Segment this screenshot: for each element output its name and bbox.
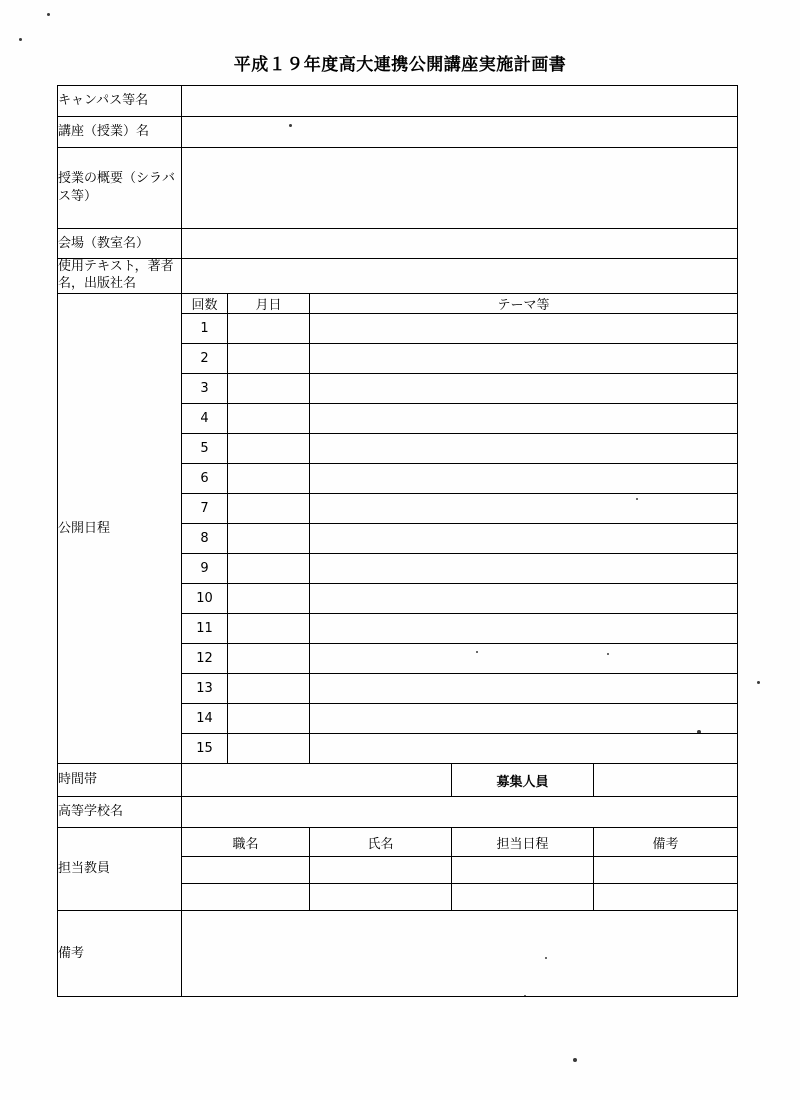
session-theme-input[interactable] xyxy=(310,554,738,584)
session-theme-input[interactable] xyxy=(310,644,738,674)
notes-label: 備考 xyxy=(58,911,182,997)
capacity-input[interactable] xyxy=(594,764,738,797)
table-row-highschool xyxy=(58,797,738,828)
session-date-input[interactable] xyxy=(228,584,310,614)
scan-speck xyxy=(757,681,760,684)
time-label: 時間帯 xyxy=(58,764,182,797)
session-number: 1 xyxy=(182,314,228,344)
teacher-position-input[interactable] xyxy=(182,857,310,884)
campus-input[interactable] xyxy=(182,86,738,117)
session-date-input[interactable] xyxy=(228,734,310,764)
scan-speck xyxy=(47,13,50,16)
session-number: 13 xyxy=(182,674,228,704)
session-number: 9 xyxy=(182,554,228,584)
venue-input[interactable] xyxy=(182,229,738,259)
session-theme-input[interactable] xyxy=(310,704,738,734)
session-number: 10 xyxy=(182,584,228,614)
notes-input[interactable] xyxy=(182,911,738,997)
teacher-col-notes: 備考 xyxy=(594,828,738,857)
session-date-input[interactable] xyxy=(228,434,310,464)
session-number: 8 xyxy=(182,524,228,554)
teacher-label: 担当教員 xyxy=(58,828,182,911)
schedule-col-session: 回数 xyxy=(182,294,228,314)
teacher-dates-input[interactable] xyxy=(452,857,594,884)
table-row-time xyxy=(58,764,738,797)
session-number: 5 xyxy=(182,434,228,464)
course-label: 講座（授業）名 xyxy=(58,117,182,148)
session-theme-input[interactable] xyxy=(310,314,738,344)
session-date-input[interactable] xyxy=(228,674,310,704)
teacher-dates-input[interactable] xyxy=(452,884,594,911)
venue-label: 会場（教室名） xyxy=(58,229,182,259)
course-input[interactable] xyxy=(182,117,738,148)
session-number: 2 xyxy=(182,344,228,374)
textbook-label: 使用テキスト，著者名，出版社名 xyxy=(58,259,182,294)
session-number: 6 xyxy=(182,464,228,494)
teacher-name-input[interactable] xyxy=(310,884,452,911)
capacity-label: 募集人員 xyxy=(452,764,594,797)
session-date-input[interactable] xyxy=(228,374,310,404)
session-date-input[interactable] xyxy=(228,344,310,374)
syllabus-label: 授業の概要（シラバス等） xyxy=(58,148,182,229)
session-theme-input[interactable] xyxy=(310,614,738,644)
table-row-notes xyxy=(58,911,738,997)
schedule-label: 公開日程 xyxy=(58,294,182,764)
session-number: 4 xyxy=(182,404,228,434)
scan-speck xyxy=(19,38,22,41)
session-number: 15 xyxy=(182,734,228,764)
textbook-input[interactable] xyxy=(182,259,738,294)
session-date-input[interactable] xyxy=(228,614,310,644)
session-theme-input[interactable] xyxy=(310,494,738,524)
teacher-notes-input[interactable] xyxy=(594,884,738,911)
session-theme-input[interactable] xyxy=(310,734,738,764)
session-number: 11 xyxy=(182,614,228,644)
schedule-header-row xyxy=(58,294,738,314)
teacher-position-input[interactable] xyxy=(182,884,310,911)
teacher-col-dates: 担当日程 xyxy=(452,828,594,857)
plan-form-table xyxy=(57,85,738,997)
session-date-input[interactable] xyxy=(228,494,310,524)
table-row-venue xyxy=(58,229,738,259)
teacher-col-position: 職名 xyxy=(182,828,310,857)
session-number: 3 xyxy=(182,374,228,404)
highschool-input[interactable] xyxy=(182,797,738,828)
session-theme-input[interactable] xyxy=(310,464,738,494)
session-date-input[interactable] xyxy=(228,704,310,734)
session-date-input[interactable] xyxy=(228,524,310,554)
session-number: 7 xyxy=(182,494,228,524)
teacher-name-input[interactable] xyxy=(310,857,452,884)
session-theme-input[interactable] xyxy=(310,404,738,434)
session-number: 12 xyxy=(182,644,228,674)
table-row-course xyxy=(58,117,738,148)
time-input[interactable] xyxy=(182,764,452,797)
session-number: 14 xyxy=(182,704,228,734)
session-date-input[interactable] xyxy=(228,464,310,494)
session-theme-input[interactable] xyxy=(310,524,738,554)
table-row-textbook xyxy=(58,259,738,294)
schedule-col-date: 月日 xyxy=(228,294,310,314)
table-row-syllabus xyxy=(58,148,738,229)
scan-speck xyxy=(573,1058,577,1062)
session-theme-input[interactable] xyxy=(310,674,738,704)
session-theme-input[interactable] xyxy=(310,374,738,404)
schedule-col-theme: テーマ等 xyxy=(310,294,738,314)
session-theme-input[interactable] xyxy=(310,344,738,374)
teacher-notes-input[interactable] xyxy=(594,857,738,884)
teacher-col-name: 氏名 xyxy=(310,828,452,857)
highschool-label: 高等学校名 xyxy=(58,797,182,828)
syllabus-input[interactable] xyxy=(182,148,738,229)
teacher-header-row xyxy=(58,828,738,857)
session-date-input[interactable] xyxy=(228,554,310,584)
session-date-input[interactable] xyxy=(228,644,310,674)
page-title: 平成１９年度高大連携公開講座実施計画書 xyxy=(233,55,567,75)
table-row-campus xyxy=(58,86,738,117)
session-theme-input[interactable] xyxy=(310,434,738,464)
session-theme-input[interactable] xyxy=(310,584,738,614)
campus-label: キャンパス等名 xyxy=(58,86,182,117)
session-date-input[interactable] xyxy=(228,404,310,434)
session-date-input[interactable] xyxy=(228,314,310,344)
